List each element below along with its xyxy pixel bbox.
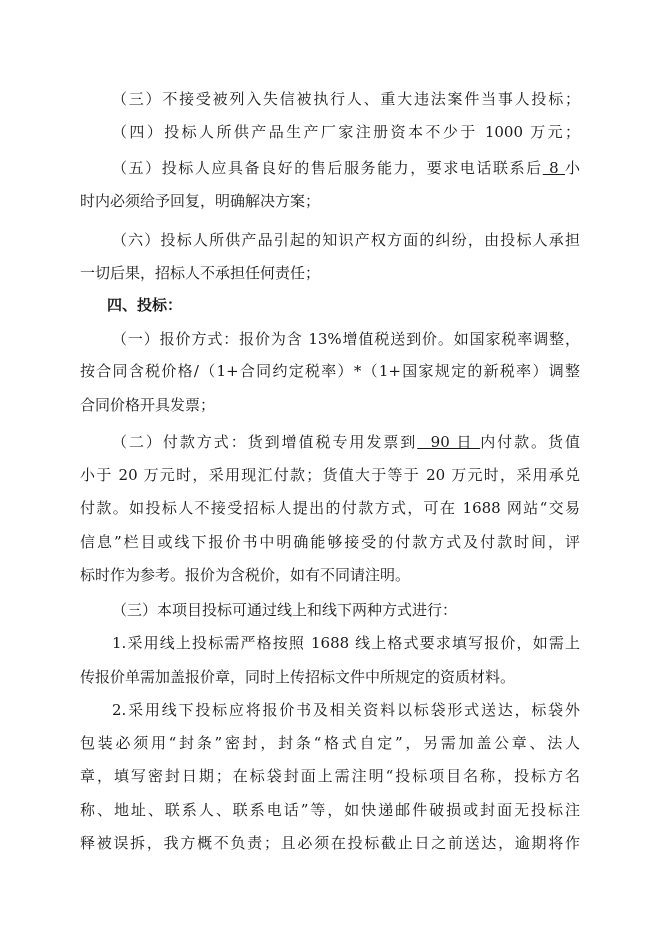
text-line: 称、地址、联系人、联系电话”等，如快递邮件破损或封面无投标注 [80, 801, 580, 819]
text-line: 包装必须用“封条”密封，封条“格式自定”，另需加盖公章、法人 [80, 734, 580, 752]
text-line-item5 [112, 157, 580, 179]
text-line: 小于 20 万元时，采用现汇付款；货值大于等于 20 万元时，采用承兑 [80, 466, 580, 484]
underlined-days-value: 90 日 [417, 433, 481, 451]
text-line: 传报价单需加盖报价章，同时上传招标文件中所规定的资质材料。 [80, 668, 516, 686]
text-line: 1.采用线上投标需严格按照 1688 线上格式要求填写报价，如需上 [112, 634, 580, 652]
text-line-item2 [112, 431, 580, 453]
text-line: 信息”栏目或线下报价书中明确能够接受的付款方式及付款时间，评 [80, 533, 580, 551]
section-heading: 四、投标： [107, 296, 183, 314]
underlined-hours-value: 8 [542, 159, 565, 177]
text-line: （六）投标人所供产品引起的知识产权方面的纠纷，由投标人承担 [112, 231, 580, 249]
text-line: 合同价格开具发票； [80, 396, 216, 414]
text-line: 2.采用线下投标应将报价书及相关资料以标袋形式送达，标袋外 [112, 701, 580, 719]
text-line: 时内必须给予回复，明确解决方案； [80, 192, 321, 210]
text-line: 标时作为参考。报价为含税价，如有不同请注明。 [80, 566, 411, 584]
text-line: （一）报价方式：报价为含 13%增值税送到价。如国家税率调整， [112, 330, 580, 348]
text-segment: （二）付款方式：货到增值税专用发票到 [112, 433, 418, 451]
text-line: 付款。如投标人不接受招标人提出的付款方式，可在 1688 网站“交易 [80, 499, 580, 517]
text-segment: 内付款。货值 [480, 433, 580, 451]
text-line: 按合同含税价格/（1+合同约定税率）*（1+国家规定的新税率）调整 [80, 362, 580, 380]
text-line: 释被误拆，我方概不负责；且必须在投标截止日之前送达，逾期将作 [80, 834, 580, 852]
text-line: 章，填写密封日期；在标袋封面上需注明“投标项目名称，投标方名 [80, 767, 580, 785]
text-line: （三）不接受被列入失信被执行人、重大违法案件当事人投标； [112, 90, 580, 108]
text-line: （三）本项目投标可通过线上和线下两种方式进行： [112, 601, 458, 619]
text-line: （四）投标人所供产品生产厂家注册资本不少于 1000 万元； [112, 123, 580, 141]
text-segment: （五）投标人应具备良好的售后服务能力，要求电话联系后 [112, 159, 543, 177]
text-segment: 小 [564, 159, 580, 177]
text-line: 一切后果，招标人不承担任何责任； [80, 264, 321, 282]
